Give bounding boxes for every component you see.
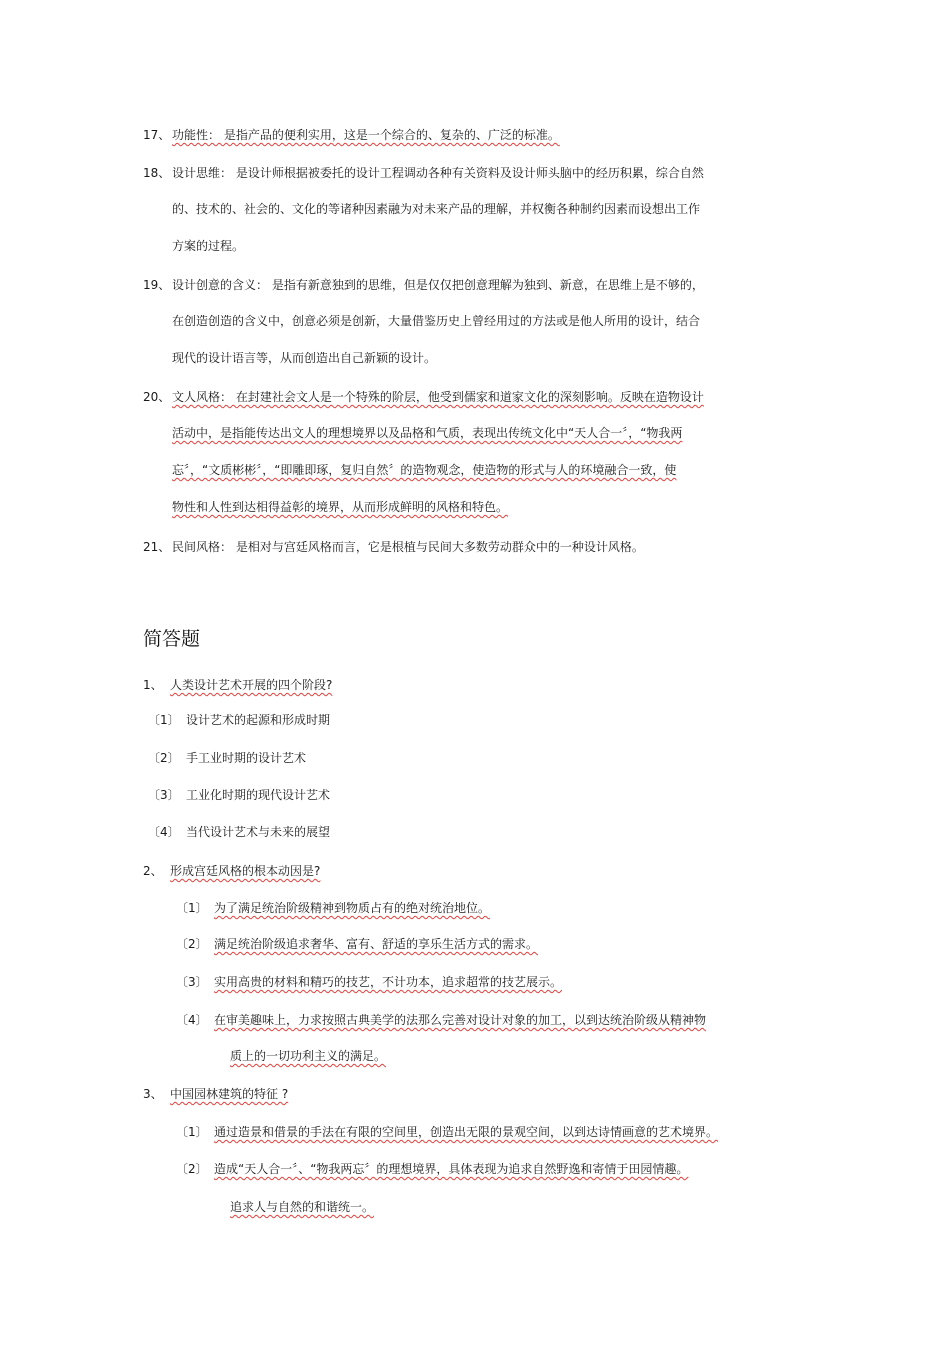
definition-text-line: 功能性： 是指产品的便利实用，这是一个综合的、复杂的、广泛的标准。 xyxy=(172,128,560,142)
definition-number: 18、 xyxy=(143,166,171,180)
answer-item-text: 实用高贵的材料和精巧的技艺，不计功本，追求超常的技艺展示。 xyxy=(214,975,563,989)
definition-text-line: 设计思维： 是设计师根据被委托的设计工程调动各种有关资料及设计师头脑中的经历积累，综合自然 xyxy=(172,166,704,180)
question-number: 2、 xyxy=(143,864,163,878)
answer-item-number: 〔1〕 xyxy=(176,901,208,915)
definition-text-line: 物性和人性到达相得益彰的境界，从而形成鲜明的风格和特色。 xyxy=(172,500,509,514)
answer-item-text: 手工业时期的设计艺术 xyxy=(186,751,307,765)
question-title: 中国园林建筑的特征 ? xyxy=(170,1087,289,1101)
definition-number: 21、 xyxy=(143,540,171,554)
answer-item-text: 在审美趣味上，力求按照古典美学的法那么完善对设计对象的加工，以到达统治阶级从精神物 xyxy=(214,1013,707,1027)
definition-text-line: 方案的过程。 xyxy=(172,239,245,253)
definition-text-line: 民间风格： 是相对与宫廷风格而言，它是根植与民间大多数劳动群众中的一种设计风格。 xyxy=(172,540,644,554)
answer-item-number: 〔3〕 xyxy=(148,788,180,802)
question-title: 形成宫廷风格的根本动因是? xyxy=(170,864,321,878)
answer-item-number: 〔2〕 xyxy=(176,937,208,951)
section-title: 简答题 xyxy=(143,628,201,650)
definition-number: 17、 xyxy=(143,128,171,142)
definition-text-line: 忘〞，“文质彬彬〞，“即雕即琢，复归自然〞的造物观念，使造物的形式与人的环境融合一致，使 xyxy=(172,463,677,477)
definition-text-line: 活动中，是指能传达出文人的理想境界以及品格和气质，表现出传统文化中“天人合一〞，“物我两 xyxy=(172,426,683,440)
answer-item-number: 〔2〕 xyxy=(176,1162,208,1176)
answer-item-number: 〔3〕 xyxy=(176,975,208,989)
answer-item-number: 〔2〕 xyxy=(148,751,180,765)
answer-item-number: 〔4〕 xyxy=(176,1013,208,1027)
answer-item-text: 工业化时期的现代设计艺术 xyxy=(186,788,331,802)
definition-text-line: 文人风格： 在封建社会文人是一个特殊的阶层，他受到儒家和道家文化的深刻影响。反映在造物设计 xyxy=(172,390,704,404)
answer-item-text: 为了满足统治阶级精神到物质占有的绝对统治地位。 xyxy=(214,901,491,915)
answer-item-text: 质上的一切功利主义的满足。 xyxy=(230,1049,387,1063)
definition-text-line: 现代的设计语言等，从而创造出自己新颖的设计。 xyxy=(172,351,437,365)
definition-number: 19、 xyxy=(143,278,171,292)
definition-text-line: 在创造创造的含义中，创意必须是创新，大量借鉴历史上曾经用过的方法或是他人所用的设计，结合 xyxy=(172,314,701,328)
answer-item-text: 设计艺术的起源和形成时期 xyxy=(186,713,331,727)
question-number: 1、 xyxy=(143,678,163,692)
answer-item-text: 通过造景和借景的手法在有限的空间里，创造出无限的景观空间，以到达诗情画意的艺术境界。 xyxy=(214,1125,719,1139)
answer-item-number: 〔1〕 xyxy=(148,713,180,727)
definition-number: 20、 xyxy=(143,390,171,404)
definition-text-line: 的、技术的、社会的、文化的等诸种因素融为对未来产品的理解，并权衡各种制约因素而设想出工作 xyxy=(172,202,701,216)
answer-item-text: 造成“天人合一〞、“物我两忘〞的理想境界，具体表现为追求自然野逸和寄情于田园情趣。 xyxy=(214,1162,689,1176)
answer-item-number: 〔1〕 xyxy=(176,1125,208,1139)
question-title: 人类设计艺术开展的四个阶段? xyxy=(170,678,333,692)
answer-item-text: 满足统治阶级追求奢华、富有、舒适的享乐生活方式的需求。 xyxy=(214,937,539,951)
answer-item-number: 〔4〕 xyxy=(148,825,180,839)
answer-item-text: 当代设计艺术与未来的展望 xyxy=(186,825,331,839)
question-number: 3、 xyxy=(143,1087,163,1101)
answer-item-text: 追求人与自然的和谐统一。 xyxy=(230,1200,375,1214)
definition-text-line: 设计创意的含义： 是指有新意独到的思维，但是仅仅把创意理解为独到、新意，在思维上是不够的， xyxy=(172,278,704,292)
